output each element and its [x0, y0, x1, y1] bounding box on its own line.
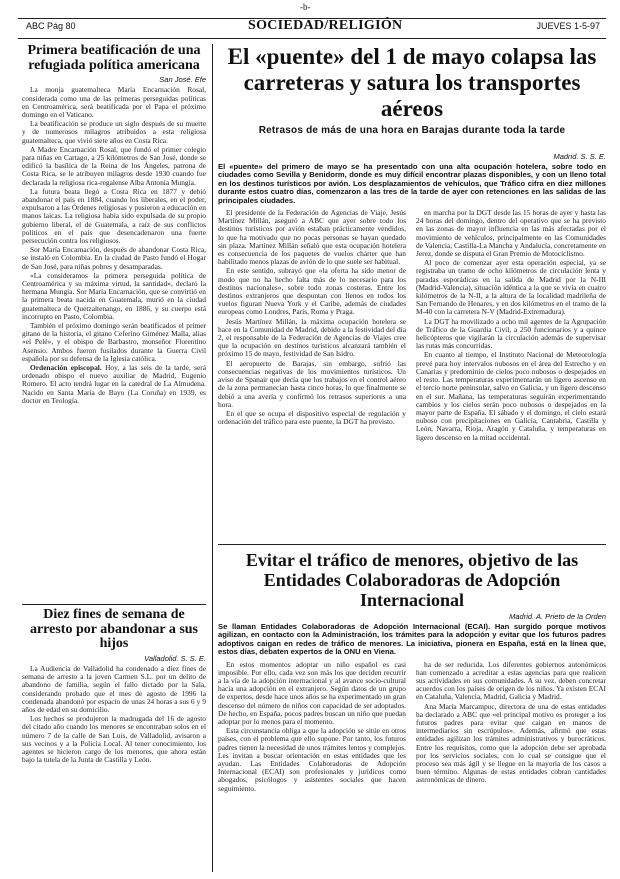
- left-story-byline: San José. Efe: [159, 75, 206, 85]
- main-story-column-1: [218, 209, 406, 539]
- column-divider: [212, 44, 213, 872]
- page-header: [18, 18, 606, 36]
- paragraph: La Audiencia de Valladolid ha condenado a diez fines de semana de arresto a la joven Carmen S.L. por un delito de abandono de familia, según el fallo dictado por la Sala, considerando probado que el mes de agosto de 1996 la condenada abandonó por espacio de unas 24 horas a sus 6 y 9 años de edad en su domicilio.: [22, 664, 206, 715]
- header-rule-top: [18, 18, 606, 19]
- paragraph: La DGT ha movilizado a ocho mil agentes de la Agrupación de Tráfico de la Guardia Civil, a 250 funcionarios y a quince helicópteros que vigilarán la circulación además de supervisar las rutas más concurridas.: [416, 316, 606, 351]
- lower-story-column-1: [218, 661, 406, 861]
- paragraph: El aeropuerto de Barajas, sin embargo, sufrió las consecuencias negativas de los movimientos turísticos. Un aviso de Spanair que decía que los trabajos en el control aéreo de la zona permanecían hasta cinco horas, lo que finalmente se debió a una avería y confirmó los retrasos superiores a una hora.: [218, 358, 406, 409]
- left-story: [22, 44, 206, 602]
- lower-story-column-2: [416, 661, 606, 861]
- main-story-title: El «puente» del 1 de mayo colapsa las carreteras y satura los transportes aéreos: [227, 44, 597, 121]
- issue-date: JUEVES 1-5-97: [536, 21, 600, 31]
- lower-story-byline: Madrid. A. Prieto de la Orden: [509, 612, 606, 621]
- lower-story: [218, 550, 606, 872]
- paragraph: Esta circunstancia obliga a que la adopción se sitúe en otros países, con el problema que ello supone. Por tanto, los futuros padres tienen la necesidad de unos trámites lentos y complejos. Les invitan a buscar orientación en estas entidades que les ayudan. Las Entidades Colaboradoras de Adopción Internacional (ECAI) son profesionales y jurídicos como abogados, psicólogos y asistentes sociales que hacen seguimiento.: [218, 726, 406, 793]
- left-story-title: Primera beatificación de una refugiada política americana: [27, 43, 201, 73]
- paragraph: Los hechos se produjeron la madrugada del 16 de agosto del citado año cuando los menores se encontraban solos en el número 7 de la calle de San Luis, de Valladolid, avisaron a sus vecinos y a la Policía Local. Al tener conocimiento, los agentes se hicieron cargo de los menores, que ahora están bajo la tutela de la Junta de Castilla y León.: [22, 714, 206, 765]
- main-story-column-2: [416, 209, 606, 539]
- lower-story-lead: Se llaman Entidades Colaboradoras de Adopción Internacional (ECAI). Han surgido porque motivos agilizan, en contacto con la Administración, los trámites para la adopción y evitar que los futuros padres adoptivos caigan en redes de tráfico de menores. La iniciativa, pionera en España, está en la línea que, estos días, debaten expertos de la ONU en Viena.: [218, 622, 606, 657]
- paragraph: Ana María Marcampuc, directora de una de estas entidades ha declarado a ABC que «el principal motivo es proteger a los futuros padres para evitar que caigan en manos de intermediarios sin escrúpulos». Además, afirmó que estas entidades agilizan los trámites administrativos y burocráticos. Entre los requisitos, como que la adopción debe ser aprobada por los servicios sociales, con lo cual se consigue que el proceso sea más ágil y se llegue en la mayoría de los casos a buen término. Algunas de estas entidades cobran cantidades astronómicas de dinero.: [416, 701, 606, 785]
- paragraph: También el próximo domingo serán beatificados el primer gitano de la historia, el gitano Ceferino Giménez Malla, alias «el Pelé», y el obispo de Barbastro, monseñor Florentino Asensio. Ambos fueron fusilados durante la Guerra Civil española por su defensa de la Iglesia católica.: [22, 321, 206, 363]
- main-story-lead: El «puente» del primero de mayo se ha presentado con una alta ocupación hotelera, sobre todo en ciudades como Sevilla y Benidorm, donde es muy difícil encontrar plazas disponibles, y con un lleno total en los destinos turísticos por avión. Los desplazamientos de vehículos, que Tráfico cifra en diez millones durante estos cuatro días, comenzaron a las tres de la tarde de ayer con retenciones en las salidas de las principales ciudades.: [218, 162, 606, 205]
- header-rule-bottom: [18, 38, 606, 39]
- note-title: Ordenación episcopal.: [30, 363, 102, 373]
- paragraph: ha de ser reducida. Los diferentes gobiernos autonómicos han comenzado a acreditar a estas agencias para que realicen sus actividades en sus comunidades. A su vez, deben concretar acuerdos con los países de origen de los niños. Ya existen ECAI en Cataluña, Valencia, Madrid, Galicia y Madrid.: [416, 659, 606, 702]
- paragraph: La beatificación se produce un siglo después de su muerte y de numerosos milagros atribuidos a esta religiosa guatemalteca, que vivió siete años en Costa Rica.: [22, 119, 206, 145]
- paragraph: en marcha por la DGT desde las 15 horas de ayer y hasta las 24 horas del domingo, dentro del operativo que se ha previsto en las zonas de mayor influencia en las más afectadas por el movimiento de vehículos, principalmente en las Comunidades de Valencia, Castilla-La Mancha y Andalucía, concretamente en Jerez, donde se disputa el Gran Premio de Motociclismo.: [416, 208, 606, 259]
- lower-story-title: Evitar el tráfico de menores, objetivo de las Entidades Colaboradoras de Adopción Internacional: [245, 550, 579, 610]
- lower-left-story: [22, 608, 206, 872]
- paragraph: En el que se ocupa el dispositivo especial de regulación y ordenación del tráfico para este puente, la DGT ha previsto.: [218, 408, 406, 427]
- left-story-separator: [22, 604, 206, 605]
- paragraph: En cuanto al tiempo, el Instituto Nacional de Meteorología prevé para hoy intervalos nubosos en el área del Estrecho y en Canarias y predominio de cielos poco nubosos o despejados en el resto. Las temperaturas experimentarán un ligero ascenso en el tercio norte peninsular, salvo en Galicia, y un ligero descenso en el sur. Mañana, las temperaturas seguirán experimentando cambios y los cielos serán poco nubosos o despejados en la mayor parte de España. El sábado y el domingo, el cielo estará nuboso con precipitaciones en Galicia, Cantabria, Castilla y León, Navarra, Rioja, Aragón y Cataluña, y temperaturas en ligero descenso en la mitad occidental.: [416, 350, 606, 442]
- note-paragraph: [22, 364, 206, 405]
- left-story-body: [22, 86, 206, 405]
- paragraph: Sor María Encarnación, después de abandonar Costa Rica, se instaló en Colombia. En la ciudad de Pasto fundó el Hogar de San José, para niñas pobres y desamparadas.: [22, 245, 206, 271]
- note-body: Hoy, a las seis de la tarde, será ordenado obispo el nuevo auxiliar de Madrid, Eugenio Romero. El acto tendrá lugar en la catedral de La Almudena. Nacido en Santa María de Bayo (La Coruña) en 1939, es doctor en Teología.: [22, 363, 206, 405]
- paragraph: En estos momentos adoptar un niño español es casi imposible. Por ello, cada vez son más los que deciden recurrir a la vía de la adopción internacional y al avance socio-cultural hacia una adopción en el extranjero. Según datos de un grupo de expertos, desde hace unos años se ha experimentado un gran descenso del número de niños con capacidad de ser adoptados. De hecho, en España, pocos padres buscan un niño que puedan adoptar por lo menos para el momento.: [218, 659, 406, 727]
- paragraph: El presidente de la Federación de Agencias de Viaje, Jesús Martínez Millán, aseguró a ABC que ayer sobre todo los destinos turísticos por avión estaban prácticamente vendidos, lo que ha motivado que no pocas personas se hayan quedado sin plaza. Martínez Millán señaló que esta ocupación hotelera es consecuencia de los paquetes de vuelos chárter que han habilitado menos plazas de avión de lo que suele ser habitual.: [218, 208, 406, 267]
- paragraph: En este sentido, subrayó que «la oferta ha sido menor de modo que no ha hecho falta más de lo necesario para los destinos nacionales», sobre todo zonas costeras. Entre los destinos extranjeros que despuntan con llenos en todos los vuelos figuran Nueva York y el Caribe, además de ciudades europeas como Londres, París, Roma y Praga.: [218, 266, 406, 317]
- lower-left-story-title: Diez fines de semana de arresto por abandonar a sus hijos: [29, 607, 199, 652]
- page-number: ABC Pág 80: [26, 21, 76, 31]
- lower-left-story-body: [22, 665, 206, 764]
- paragraph: Al poco de comenzar ayer esta operación especial, ya se registraba un tramo de ocho kilómetros de circulación lenta y paradas esporádicas en la salida de Madrid por la N-III (Madrid-Valencia), situación idéntica a la que se vivía en cuatro kilómetros de la N-II, a la altura de la localidad madrileña de San Fernando de Henares, y en dos kilómetros en el tramo de la M-40 con la carretera N-V (Madrid-Extremadura).: [416, 258, 606, 317]
- section-title: SOCIEDAD/RELIGIÓN: [248, 18, 403, 33]
- paragraph: «La consideramos la primera perseguida política de Centroamérica y su máxima virtud, la santidad», declaró la hermana Mungía. Sor María Encarnación, que se convirtió en la primera beata nacida en Guatemala, murió en la ciudad guatemalteca de Quetzaltenango, en 1886, y su cuerpo está incorrupto en Pasto, Colombia.: [22, 270, 206, 321]
- paragraph: La monja guatemalteca María Encarnación Rosal, considerada como una de las primeras perseguidas políticas en Centroamérica, será beatificada por el Papa el próximo domingo en el Vaticano.: [22, 85, 206, 119]
- paragraph: La futura beata llegó a Costa Rica en 1877 y debió abandonar el país en 1884, cuando los liberales, en el poder, expulsaron a las Órdenes religiosas y pusieron a educación en manos laicas. La religiosa había sido expulsada de su propio gobierno liberal, el de Guatemala, a raíz de sus conflictos políticos en el país que desencadenaron una fuerte persecución contra los religiosos.: [22, 186, 206, 246]
- page-mark: -b-: [300, 2, 311, 12]
- main-story-separator: [218, 544, 606, 545]
- main-story-head: [218, 44, 606, 136]
- paragraph: A Madre Encarnación Rosal, que fundó el primer colegio para niñas en Cartago, a 25 kilómetros de San José, donde se edificó la basílica de la Reina de los Ángeles, patrona de Costa Rica, se le atribuyen milagros desde 1930 cuando fue declarada la religiosa rica-regalense Alba Antonia Mungía.: [22, 144, 206, 187]
- lower-left-story-byline: Valladolid. S. S. E.: [144, 654, 206, 664]
- main-story-byline: Madrid. S. S. E.: [553, 152, 606, 161]
- main-story: [218, 150, 606, 540]
- paragraph: Jesús Martínez Millán, la máxima ocupación hotelera se hace en la Comunidad de Madrid, debido a la festividad del día 2, el responsable de la Federación de Agencias de Viajes cree que la ocupación en destinos turísticos alcanzará también el próximo 15 de mayo, festividad de San Isidro.: [218, 316, 406, 359]
- main-story-subtitle: Retrasos de más de una hora en Barajas durante toda la tarde: [258, 125, 566, 136]
